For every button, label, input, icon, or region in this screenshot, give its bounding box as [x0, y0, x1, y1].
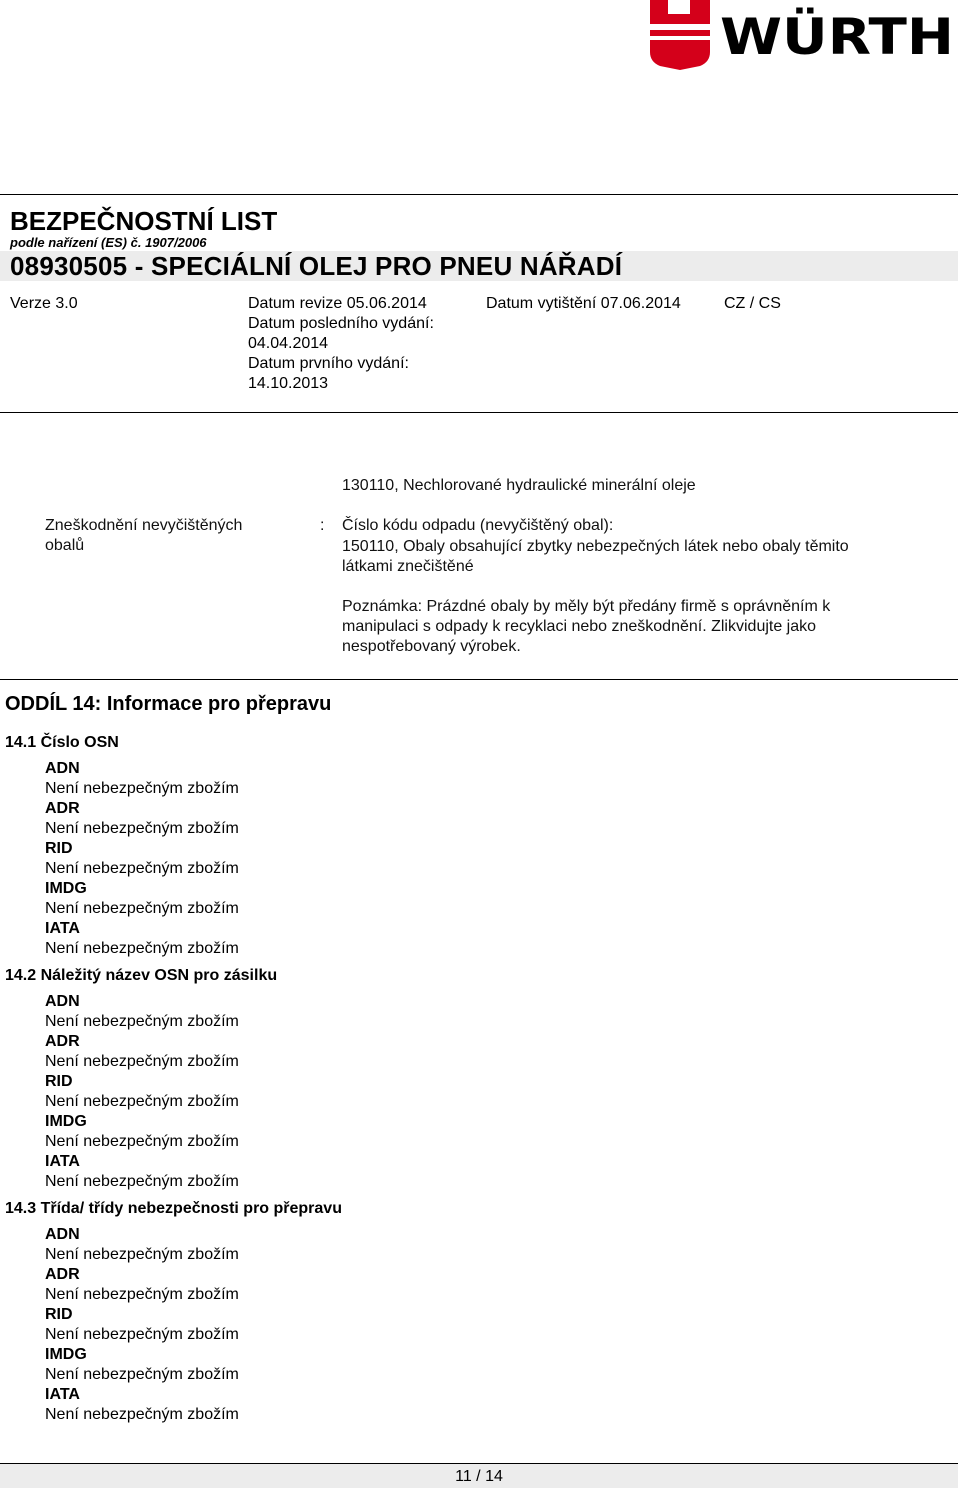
transport-value: Není nebezpečným zbožím [45, 820, 239, 837]
wurth-logo-text: WÜRTH [720, 8, 928, 66]
label-colon: : [320, 517, 325, 534]
product-title: 08930505 - SPECIÁLNÍ OLEJ PRO PNEU NÁŘADÍ [10, 251, 623, 281]
section-14-title: ODDÍL 14: Informace pro přepravu [5, 693, 332, 715]
disposal-note: Poznámka: Prázdné obaly by měly být předány firmě s oprávněním k manipulaci s odpady k recyklaci nebo zneškodnění. Zlikvidujte jako nespotřebovaný výrobek. [342, 598, 831, 655]
transport-value: Není nebezpečným zbožím [45, 860, 239, 877]
print-date: Datum vytištění 07.06.2014 [486, 295, 681, 312]
transport-mode: ADR [45, 1033, 80, 1050]
transport-mode: ADN [45, 1226, 80, 1243]
header-bottom-rule [0, 412, 958, 413]
header-top-rule [0, 194, 958, 195]
wurth-logo-mark [650, 0, 710, 70]
transport-value: Není nebezpečným zbožím [45, 1173, 239, 1190]
last-issue-date: 04.04.2014 [248, 335, 329, 352]
transport-mode: IATA [45, 1386, 80, 1403]
section-rule [0, 679, 958, 680]
packaging-disposal-label: Zneškodnění nevyčištěných obalů [45, 517, 243, 554]
transport-value: Není nebezpečným zbožím [45, 900, 239, 917]
revision-date: Datum revize 05.06.2014 [248, 295, 427, 312]
transport-mode: IMDG [45, 880, 87, 897]
transport-value: Není nebezpečným zbožím [45, 940, 239, 957]
transport-mode: ADR [45, 800, 80, 817]
transport-mode: RID [45, 1073, 73, 1090]
transport-mode: RID [45, 1306, 73, 1323]
transport-mode: RID [45, 840, 73, 857]
wurth-logo [648, 0, 958, 70]
transport-value: Není nebezpečným zbožím [45, 780, 239, 797]
version: Verze 3.0 [10, 295, 78, 312]
subsection-heading: 14.1 Číslo OSN [5, 734, 119, 751]
transport-value: Není nebezpečným zbožím [45, 1286, 239, 1303]
transport-value: Není nebezpečným zbožím [45, 1246, 239, 1263]
transport-value: Není nebezpečným zbožím [45, 1053, 239, 1070]
transport-value: Není nebezpečným zbožím [45, 1093, 239, 1110]
waste-code-packaging: 150110, Obaly obsahující zbytky nebezpečných látek nebo obaly těmito látkami znečištěné [342, 538, 849, 575]
transport-mode: IATA [45, 1153, 80, 1170]
transport-mode: ADN [45, 993, 80, 1010]
document-title: BEZPEČNOSTNÍ LIST [10, 206, 278, 236]
waste-code-product: 130110, Nechlorované hydraulické minerální oleje [342, 477, 696, 494]
document-regulation: podle nařízení (ES) č. 1907/2006 [10, 235, 207, 250]
transport-value: Není nebezpečným zbožím [45, 1013, 239, 1030]
subsection-heading: 14.3 Třída/ třídy nebezpečnosti pro přepravu [5, 1200, 342, 1217]
subsection-heading: 14.2 Náležitý název OSN pro zásilku [5, 967, 278, 984]
transport-value: Není nebezpečným zbožím [45, 1326, 239, 1343]
transport-mode: IATA [45, 920, 80, 937]
transport-mode: ADR [45, 1266, 80, 1283]
transport-value: Není nebezpečným zbožím [45, 1366, 239, 1383]
transport-mode: IMDG [45, 1113, 87, 1130]
transport-mode: IMDG [45, 1346, 87, 1363]
transport-value: Není nebezpečným zbožím [45, 1133, 239, 1150]
waste-code-heading: Číslo kódu odpadu (nevyčištěný obal): [342, 517, 614, 534]
first-issue-date: 14.10.2013 [248, 375, 329, 392]
transport-value: Není nebezpečným zbožím [45, 1406, 239, 1423]
page-number: 11 / 14 [455, 1468, 503, 1485]
last-issue-label: Datum posledního vydání: [248, 315, 434, 332]
transport-mode: ADN [45, 760, 80, 777]
first-issue-label: Datum prvního vydání: [248, 355, 409, 372]
language-code: CZ / CS [724, 295, 781, 312]
